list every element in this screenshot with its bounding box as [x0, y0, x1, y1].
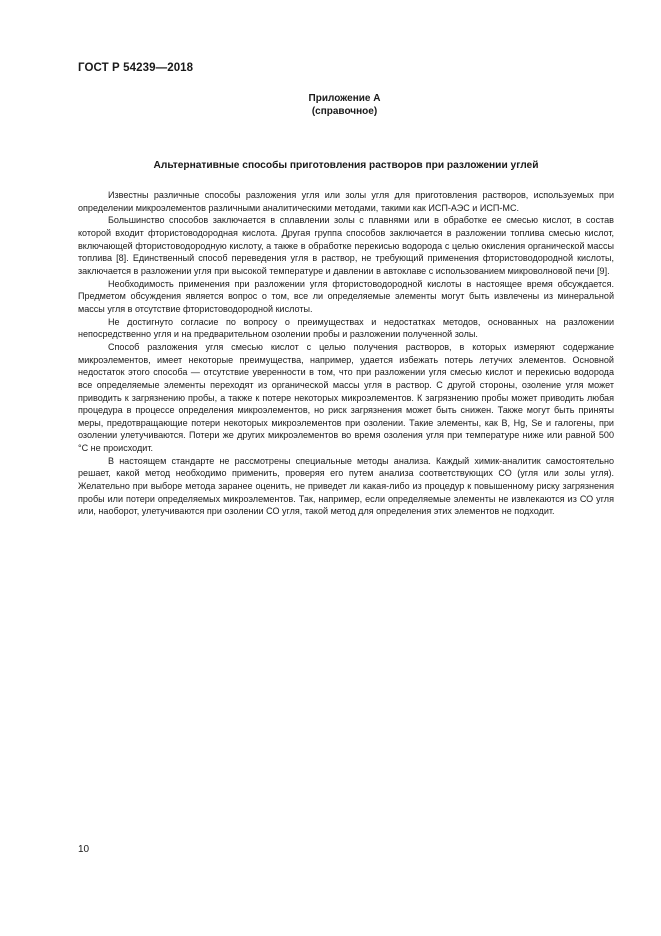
paragraph: Способ разложения угля смесью кислот с целью получения растворов, в которых измеряют содержание микроэлементов, имеет некоторые преимущества, например, удается избежать потерь летучих элементов. Основной недостаток этого способа — отсутствие уверенности в том, что при разложении угля смесью кислот и перекисью водорода все определяемые элементы переходят из органической массы угля в раствор. С другой стороны, озоление угля может приводить к загрязнению пробы, а также к потере некоторых микроэлементов. К загрязнению пробы может приводить любая процедура в процессе определения микроэлементов, но риск загрязнения может быть снижен. Также могут быть приняты меры, предотвращающие потери некоторых микроэлементов при озолении. Такие элементы, как B, Hg, Se и галогены, при озолении улетучиваются. Потери же других микроэлементов во время озоления угля при температуре ниже или равной 500 °C не происходит. — [78, 341, 614, 454]
paragraph: Необходимость применения при разложении угля фтористоводородной кислоты в настоящее время обсуждается. Предметом обсуждения является вопрос о том, все ли определяемые элементы могут быть извлечены из минеральной массы угля в отсутствие фтористоводородной кислоты. — [78, 278, 614, 314]
page-number: 10 — [78, 844, 90, 855]
paragraph: В настоящем стандарте не рассмотрены специальные методы анализа. Каждый химик-аналитик самостоятельно решает, какой метод необходимо применить, проверяя его путем анализа соответствующих СО (угля или золы угля). Желательно при выборе метода заранее оценить, не приведет ли какая-либо из процедур к повышенному риску загрязнения пробы или потери определяемых микроэлементов. Так, например, если определяемые элементы не извлекаются из СО угля или, наоборот, улетучиваются при озолении СО угля, такой метод для определения этих элементов не подходит. — [78, 455, 614, 517]
section-heading: Альтернативные способы приготовления растворов при разложении углей — [153, 160, 539, 171]
body-text — [78, 189, 614, 518]
document-code: ГОСТ Р 54239—2018 — [78, 62, 194, 74]
paragraph: Известны различные способы разложения угля или золы угля для приготовления растворов, используемых при определении микроэлементов различными аналитическими методами, такими как ИСП-АЭС и ИСП-МС. — [78, 190, 614, 213]
paragraph: Большинство способов заключается в сплавлении золы с плавнями или в обработке ее смесью кислот, в состав которой входит фтористоводородная кислота. Другая группа способов заключается в разложении топлива смесью кислот, включающей фтористоводородную кислоту, а также в обработке перекисью водорода с целью окисления органической массы топлива [8]. Единственный способ переведения угля в раствор, не требующий применения фтористоводородной кислоты, заключается в разложении угля при высокой температуре и давлении в автоклаве с использованием микроволновой печи [9]. — [78, 215, 614, 276]
paragraph: Не достигнуто согласие по вопросу о преимуществах и недостатках методов, основанных на разложении непосредственно угля и на предварительном озолении пробы и разложении полученной золы. — [78, 316, 614, 340]
annex-type: (справочное) — [311, 106, 378, 117]
annex-block — [0, 92, 661, 118]
annex-title: Приложение А — [308, 93, 381, 104]
